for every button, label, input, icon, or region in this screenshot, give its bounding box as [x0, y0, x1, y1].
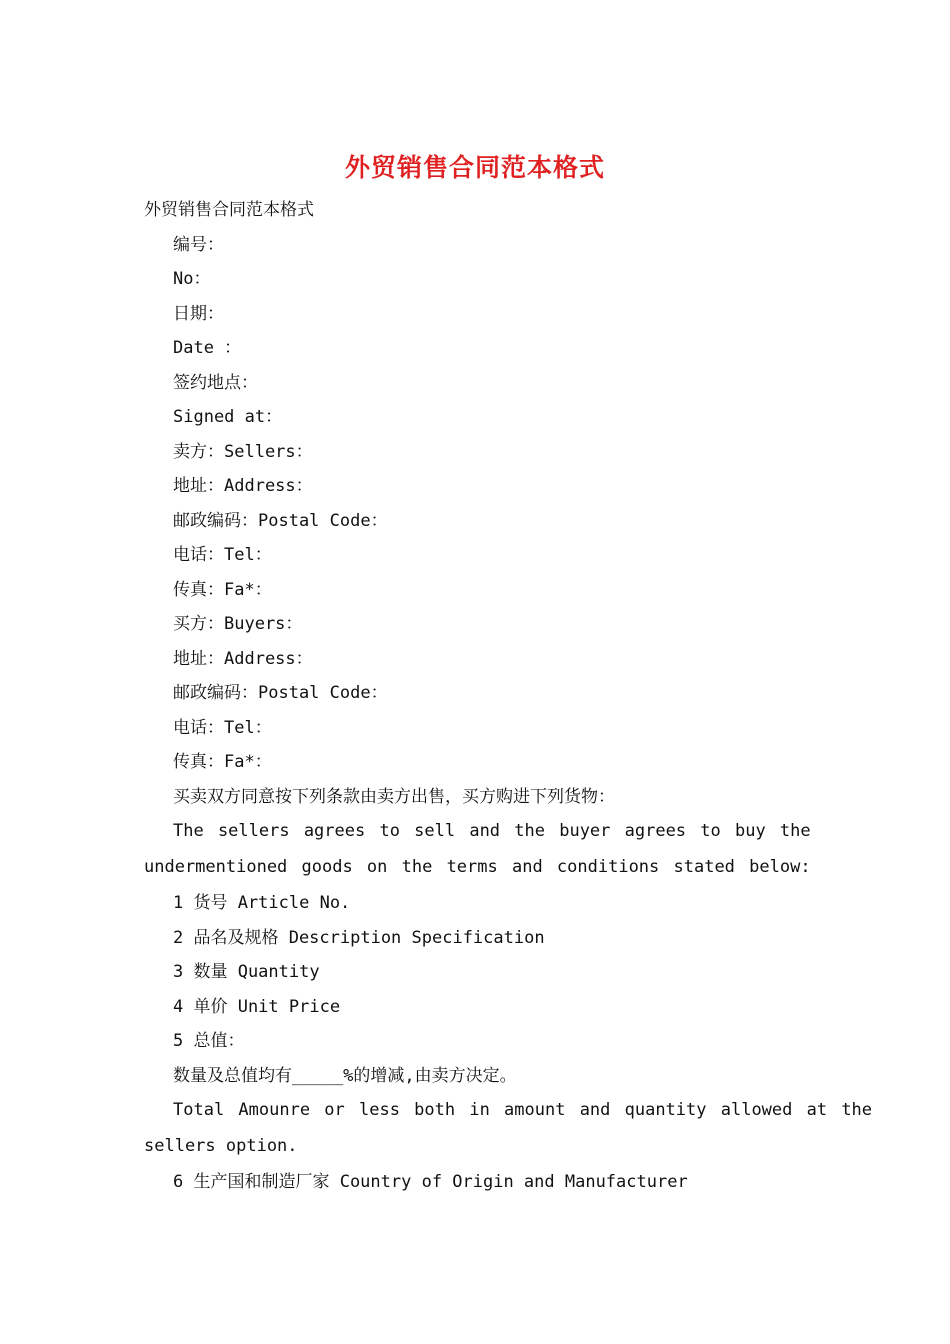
agreement-en-line1: The sellers agrees to sell and the buyer agrees to buy the [173, 821, 811, 841]
seller-postal-code: 邮政编码：Postal Code： [173, 510, 388, 531]
clause-5-en-line1: Total Amounre or less both in amount and quantity allowed at the [173, 1100, 873, 1120]
seller-fax: 传真：Fa*： [173, 579, 272, 600]
field-number-cn: 编号： [173, 234, 224, 255]
clause-6: 6 生产国和制造厂家 Country of Origin and Manufacturer [173, 1172, 688, 1192]
agreement-cn: 买卖双方同意按下列条款由卖方出售，买方购进下列货物： [173, 786, 615, 807]
buyer-postal-code: 邮政编码：Postal Code： [173, 683, 388, 703]
buyer-tel: 电话：Tel： [173, 717, 272, 738]
document-subtitle: 外贸销售合同范本格式 [144, 200, 314, 220]
clause-4: 4 单价 Unit Price [173, 996, 341, 1017]
seller-address: 地址：Address： [173, 476, 313, 496]
clause-5-cn: 数量及总值均有_____%的增减,由卖方决定。 [173, 1065, 517, 1086]
buyer-address: 地址：Address： [173, 648, 313, 669]
field-place-en: Signed at： [173, 407, 283, 427]
clause-5: 5 总值： [173, 1031, 245, 1051]
field-date-en: Date ： [173, 338, 242, 358]
buyer-fax: 传真：Fa*： [173, 752, 272, 772]
clause-1: 1 货号 Article No. [173, 893, 351, 913]
field-place-cn: 签约地点： [173, 372, 258, 393]
buyer-heading: 买方：Buyers： [173, 614, 303, 634]
clause-5-en-line2: sellers option. [144, 1135, 298, 1156]
clause-2: 2 品名及规格 Description Specification [173, 927, 545, 948]
field-number-en: No： [173, 269, 211, 289]
agreement-en-line2: undermentioned goods on the terms and conditions stated below: [144, 856, 811, 877]
field-date-cn: 日期： [173, 303, 224, 324]
document-body [144, 193, 873, 1200]
clause-3: 3 数量 Quantity [173, 962, 320, 982]
seller-heading: 卖方：Sellers： [173, 441, 313, 462]
document-title: 外贸销售合同范本格式 [344, 153, 605, 182]
seller-tel: 电话：Tel： [173, 545, 272, 565]
